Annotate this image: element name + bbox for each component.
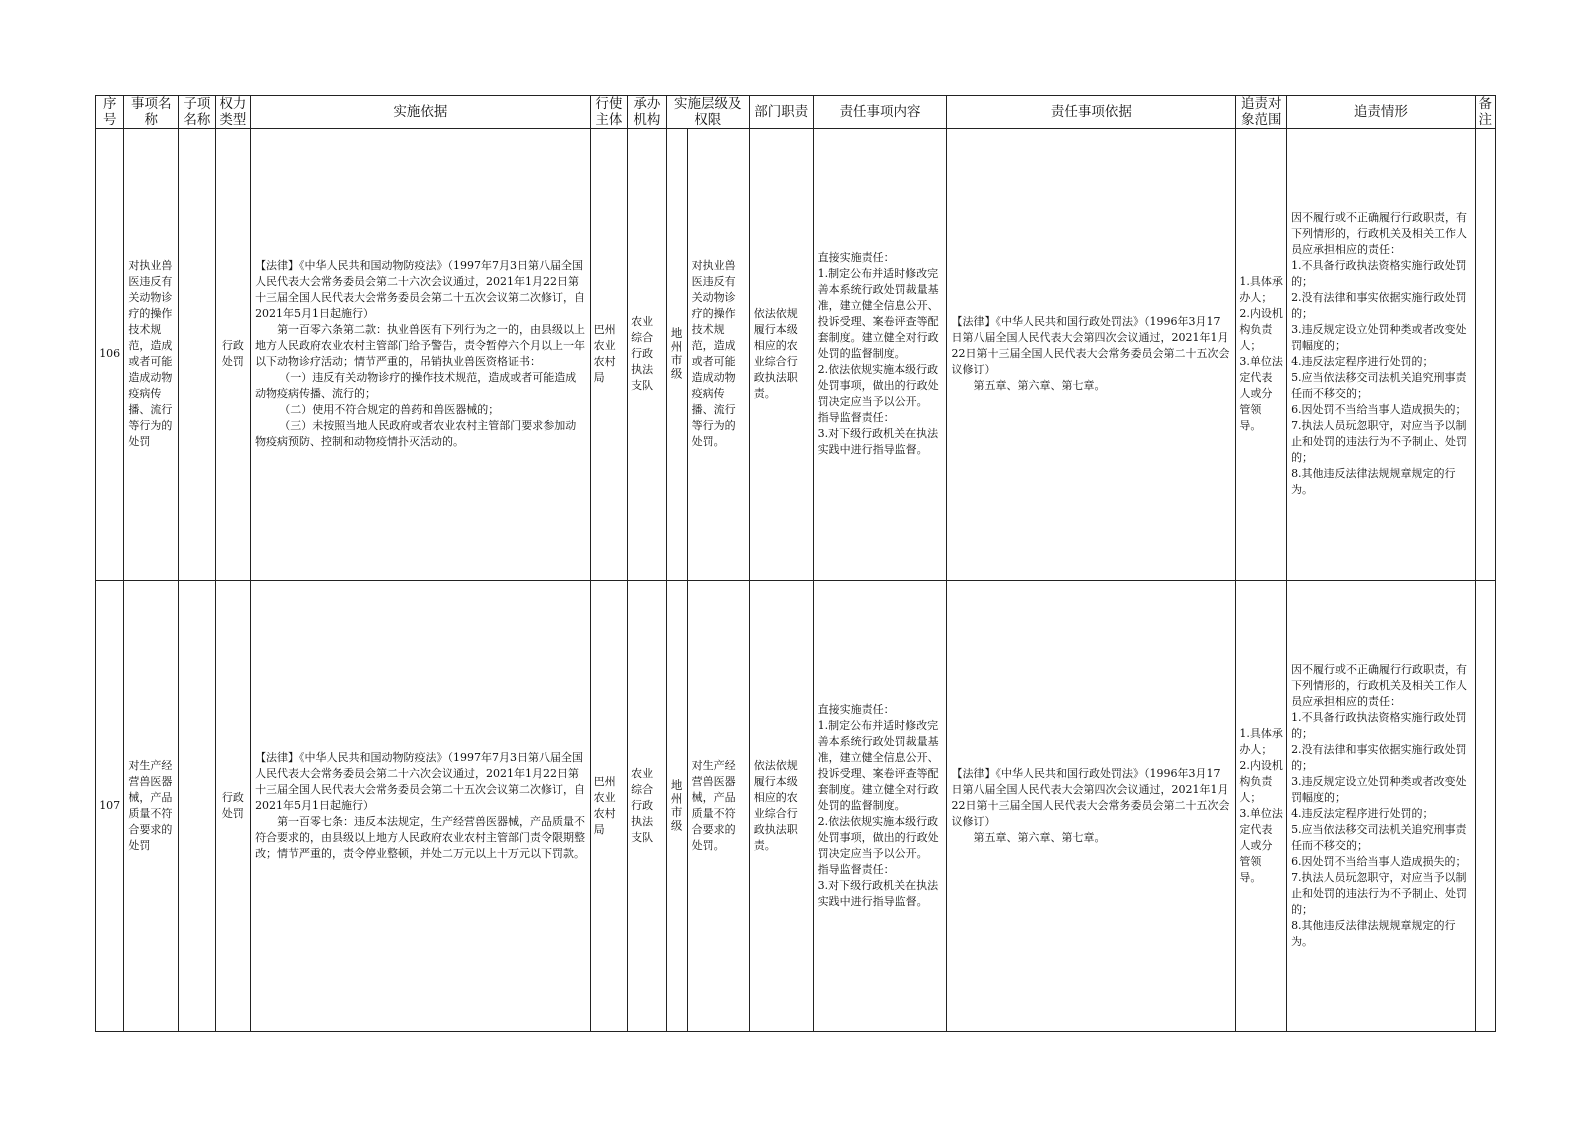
resp-line: 2.依法依规实施本级行政处罚事项，做出的行政处罚决定应当予以公开。 — [817, 814, 939, 860]
implementation-basis — [251, 580, 591, 1032]
scope-line: 2.内设机构负责人； — [1239, 307, 1283, 353]
scope-line: 1.具体承办人； — [1239, 275, 1283, 305]
power-type: 行政处罚 — [215, 580, 250, 1032]
situation-line: 5.应当依法移交司法机关追究刑事责任而不移交的； — [1291, 371, 1467, 401]
implementation-basis — [251, 129, 591, 581]
scope-line: 3.单位法定代表人或分管领导。 — [1239, 806, 1283, 884]
responsibility-basis — [947, 580, 1236, 1032]
remark — [1475, 129, 1495, 581]
resp-basis-chapters: 第五章、第六章、第七章。 — [973, 379, 1106, 393]
header-level: 实施层级及权限 — [666, 96, 749, 129]
situation-line: 1.不具备行政执法资格实施行政处罚的； — [1291, 710, 1467, 740]
sub-item-name — [179, 129, 215, 581]
row-number: 106 — [96, 129, 124, 581]
situation-line: 因不履行或不正确履行行政职责，有下列情形的，行政机关及相关工作人员应承担相应的责任： — [1291, 662, 1468, 708]
implementation-level — [666, 129, 749, 581]
basis-item: （二）使用不符合规定的兽药和兽医器械的； — [279, 403, 500, 417]
situation-line: 6.因处罚不当给当事人造成损失的； — [1291, 854, 1467, 868]
situation-line: 8.其他违反法律法规规章规定的行为。 — [1291, 467, 1456, 497]
situation-line: 6.因处罚不当给当事人造成损失的； — [1291, 403, 1467, 417]
table-row — [96, 129, 1496, 581]
header-basis: 实施依据 — [251, 96, 591, 129]
resp-line: 1.制定公布并适时修改完善本系统行政处罚裁量基准，建立健全信息公开、投诉受理、案卷评查等配套制度。建立健全对行政处罚的监督制度。 — [817, 718, 939, 812]
header-no: 序号 — [96, 96, 124, 129]
row-number: 107 — [96, 580, 124, 1032]
scope-line: 2.内设机构负责人； — [1239, 758, 1283, 804]
responsibility-content — [813, 580, 947, 1032]
responsibility-basis — [947, 129, 1236, 581]
resp-line: 2.依法依规实施本级行政处罚事项，做出的行政处罚决定应当予以公开。 — [817, 363, 939, 409]
situation-line: 因不履行或不正确履行行政职责，有下列情形的，行政机关及相关工作人员应承担相应的责任： — [1291, 211, 1468, 257]
header-type: 权力类型 — [215, 96, 250, 129]
remark — [1475, 580, 1495, 1032]
situation-line: 1.不具备行政执法资格实施行政处罚的； — [1291, 259, 1467, 289]
situation-line: 7.执法人员玩忽职守，对应当予以制止和处罚的违法行为不予制止、处罚的； — [1291, 419, 1468, 465]
header-agency: 承办机构 — [628, 96, 667, 129]
responsibility-content — [813, 129, 947, 581]
header-remark: 备注 — [1475, 96, 1495, 129]
situation-line: 2.没有法律和事实依据实施行政处罚的； — [1291, 291, 1467, 321]
basis-item: （一）违反有关动物诊疗的操作技术规范，造成或者可能造成动物疫病传播、流行的； — [255, 371, 577, 401]
resp-line: 指导监督责任： — [817, 411, 895, 425]
resp-line: 直接实施责任： — [817, 702, 895, 716]
table-row — [96, 580, 1496, 1032]
situation-line: 3.违反规定设立处罚种类或者改变处罚幅度的； — [1291, 323, 1467, 353]
resp-line: 直接实施责任： — [817, 251, 895, 265]
exercising-subject: 巴州农业农村局 — [590, 129, 628, 581]
level-scope: 对生产经营兽医器械，产品质量不符合要求的处罚。 — [691, 758, 736, 852]
accountability-scope — [1236, 580, 1287, 1032]
power-list-table — [95, 95, 1496, 1032]
situation-line: 4.违反法定程序进行处罚的； — [1291, 355, 1434, 369]
power-type: 行政处罚 — [215, 129, 250, 581]
implementation-level — [666, 580, 749, 1032]
resp-line: 1.制定公布并适时修改完善本系统行政处罚裁量基准，建立健全信息公开、投诉受理、案卷评查等配套制度。建立健全对行政处罚的监督制度。 — [817, 267, 939, 361]
resp-basis-law: 【法律】《中华人民共和国行政处罚法》（1996年3月17日第八届全国人民代表大会第四次会议通过，2021年1月22日第十三届全国人民代表大会常务委员会第二十五次会议修订） — [951, 315, 1230, 377]
exercising-subject: 巴州农业农村局 — [590, 580, 628, 1032]
situation-line: 4.违反法定程序进行处罚的； — [1291, 806, 1434, 820]
basis-law: 【法律】《中华人民共和国动物防疫法》（1997年7月3日第八届全国人民代表大会常务委员会第二十六次会议通过，2021年1月22日第十三届全国人民代表大会常务委员会第二十五次会议第二次修订，自2021年5月1日起施行） — [255, 750, 586, 812]
resp-line: 3.对下级行政机关在执法实践中进行指导监督。 — [817, 878, 939, 908]
header-scope: 追责对象范围 — [1236, 96, 1287, 129]
header-situations: 追责情形 — [1287, 96, 1476, 129]
level-scope: 对执业兽医违反有关动物诊疗的操作技术规范，造成或者可能造成动物疫病传播、流行等行为的处罚。 — [691, 259, 736, 449]
header-name: 事项名称 — [124, 96, 179, 129]
situation-line: 3.违反规定设立处罚种类或者改变处罚幅度的； — [1291, 774, 1467, 804]
resp-basis-law: 【法律】《中华人民共和国行政处罚法》（1996年3月17日第八届全国人民代表大会第四次会议通过，2021年1月22日第十三届全国人民代表大会常务委员会第二十五次会议修订） — [951, 766, 1230, 828]
accountability-situations — [1287, 129, 1476, 581]
situation-line: 8.其他违反法律法规规章规定的行为。 — [1291, 918, 1456, 948]
header-row — [96, 96, 1496, 129]
header-subject: 行使主体 — [590, 96, 628, 129]
scope-line: 3.单位法定代表人或分管领导。 — [1239, 355, 1283, 433]
situation-line: 5.应当依法移交司法机关追究刑事责任而不移交的； — [1291, 822, 1467, 852]
undertaking-agency: 农业综合行政执法支队 — [628, 580, 667, 1032]
accountability-situations — [1287, 580, 1476, 1032]
level-name: 地州市级 — [667, 581, 688, 1032]
situation-line: 7.执法人员玩忽职守，对应当予以制止和处罚的违法行为不予制止、处罚的； — [1291, 870, 1468, 916]
item-name: 对生产经营兽医器械，产品质量不符合要求的处罚 — [124, 580, 179, 1032]
scope-line: 1.具体承办人； — [1239, 726, 1283, 756]
resp-line: 指导监督责任： — [817, 862, 895, 876]
situation-line: 2.没有法律和事实依据实施行政处罚的； — [1291, 742, 1467, 772]
resp-line: 3.对下级行政机关在执法实践中进行指导监督。 — [817, 427, 939, 457]
department-duty: 依法依规履行本级相应的农业综合行政执法职责。 — [749, 129, 813, 581]
basis-article: 第一百零七条：违反本法规定，生产经营兽医器械，产品质量不符合要求的，由县级以上地方人民政府农业农村主管部门责令限期整改；情节严重的，责令停业整顿，并处二万元以上十万元以下罚款。 — [255, 814, 586, 860]
header-resp-content: 责任事项内容 — [813, 96, 947, 129]
basis-law: 【法律】《中华人民共和国动物防疫法》（1997年7月3日第八届全国人民代表大会常务委员会第二十六次会议通过，2021年1月22日第十三届全国人民代表大会常务委员会第二十五次会议第二次修订，自2021年5月1日起施行） — [255, 259, 586, 321]
header-duty: 部门职责 — [749, 96, 813, 129]
undertaking-agency: 农业综合行政执法支队 — [628, 129, 667, 581]
basis-article: 第一百零六条第二款：执业兽医有下列行为之一的，由县级以上地方人民政府农业农村主管部门给予警告，责令暂停六个月以上一年以下动物诊疗活动；情节严重的，吊销执业兽医资格证书： — [255, 323, 586, 369]
item-name: 对执业兽医违反有关动物诊疗的操作技术规范，造成或者可能造成动物疫病传播、流行等行为的处罚 — [124, 129, 179, 581]
basis-item: （三）未按照当地人民政府或者农业农村主管部门要求参加动物疫病预防、控制和动物疫情扑灭活动的。 — [255, 419, 577, 449]
department-duty: 依法依规履行本级相应的农业综合行政执法职责。 — [749, 580, 813, 1032]
sub-item-name — [179, 580, 215, 1032]
level-name: 地州市级 — [667, 129, 688, 580]
resp-basis-chapters: 第五章、第六章、第七章。 — [973, 830, 1106, 844]
header-resp-basis: 责任事项依据 — [947, 96, 1236, 129]
accountability-scope — [1236, 129, 1287, 581]
header-sub: 子项名称 — [179, 96, 215, 129]
